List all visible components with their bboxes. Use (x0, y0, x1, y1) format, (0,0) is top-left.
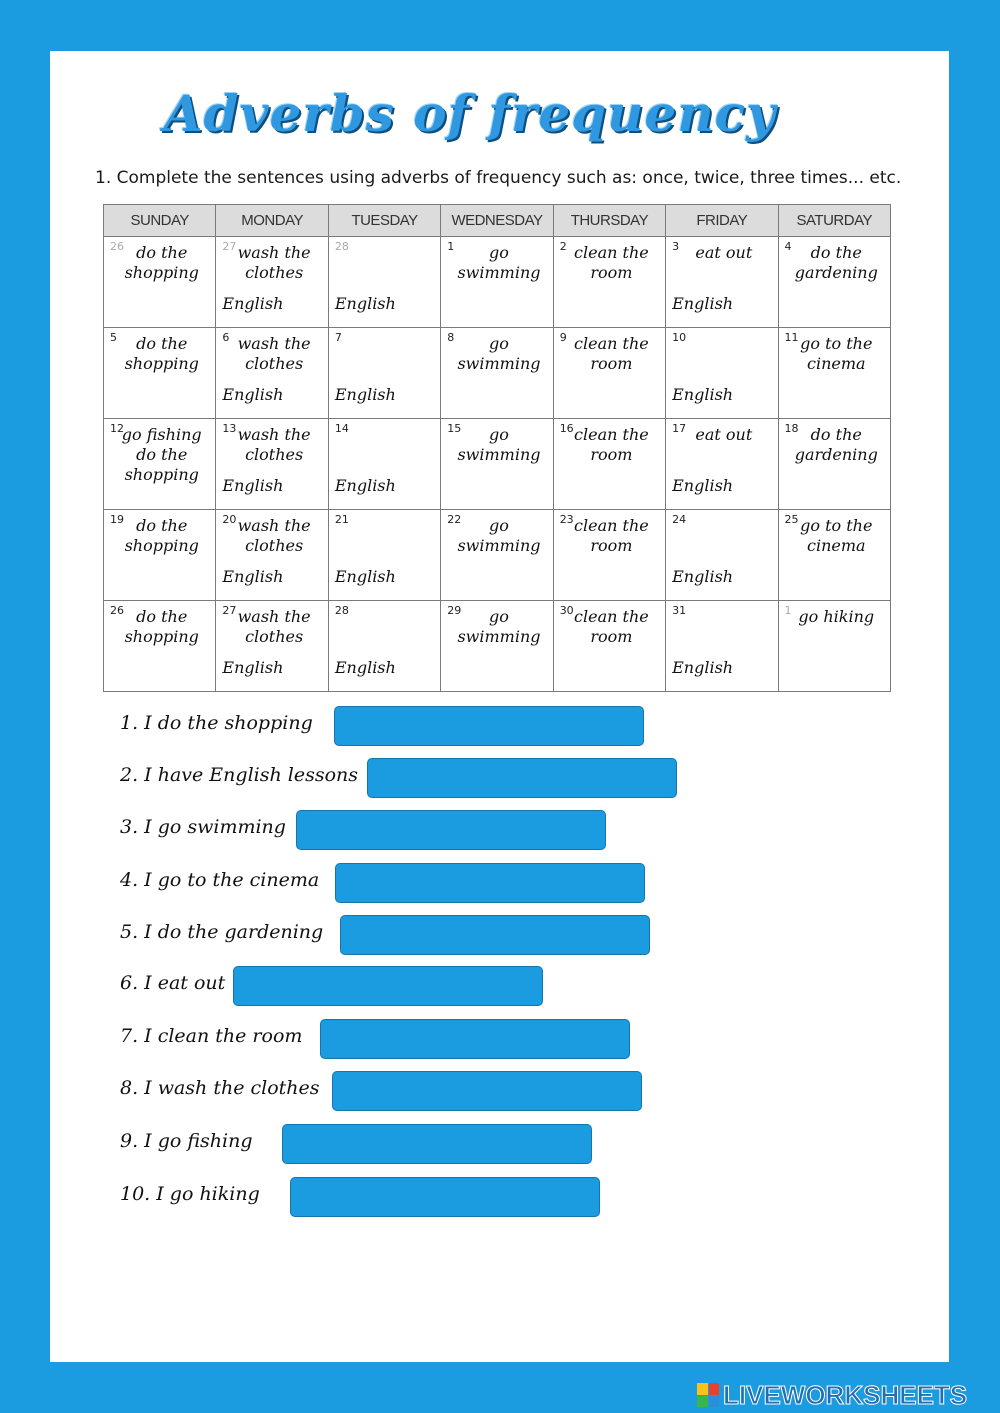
day-number: 26 (110, 240, 124, 253)
day-number: 4 (784, 240, 792, 253)
day-activity: do the gardening (794, 425, 878, 464)
question-label: 3. I go swimming (120, 816, 286, 838)
question-label: 5. I do the gardening (120, 921, 324, 943)
calendar-day-cell (104, 601, 216, 692)
day-activity: wash the clothes (237, 607, 311, 646)
calendar-day-cell (328, 510, 440, 601)
day-activity: clean the room (574, 425, 649, 464)
day-number: 13 (222, 422, 237, 435)
question-label: 1. I do the shopping (120, 712, 313, 734)
calendar-week-row (104, 237, 891, 328)
instruction-text: 1. Complete the sentences using adverbs of frequency such as: once, twice, three times... etc. (95, 168, 902, 188)
day-header-thursday: THURSDAY (553, 205, 665, 237)
day-header-wednesday: WEDNESDAY (441, 205, 553, 237)
calendar-day-cell (104, 510, 216, 601)
worksheet-title: Adverbs of frequency (163, 84, 777, 143)
day-activity: go swimming (457, 607, 541, 646)
day-english-lesson: English (222, 476, 284, 495)
question-label: 4. I go to the cinema (120, 869, 320, 891)
day-header-tuesday: TUESDAY (328, 205, 440, 237)
day-number: 20 (222, 513, 237, 526)
calendar-day-cell (328, 419, 440, 510)
calendar-day-cell (328, 237, 440, 328)
day-number: 30 (559, 604, 574, 617)
calendar-week-row (104, 328, 891, 419)
day-number: 3 (672, 240, 680, 253)
answer-input[interactable] (334, 706, 644, 746)
day-number: 6 (222, 331, 230, 344)
day-number: 9 (559, 331, 567, 344)
day-header-saturday: SATURDAY (778, 205, 890, 237)
day-header-sunday: SUNDAY (104, 205, 216, 237)
day-activity: go swimming (457, 243, 541, 282)
calendar-day-cell (441, 601, 553, 692)
calendar-day-cell (666, 237, 778, 328)
day-number: 24 (672, 513, 687, 526)
calendar-week-row (104, 510, 891, 601)
calendar-day-cell (553, 601, 665, 692)
day-activity: do the shopping (124, 516, 199, 555)
day-english-lesson: English (334, 658, 396, 677)
day-activity: wash the clothes (237, 334, 311, 373)
day-number: 16 (559, 422, 574, 435)
day-activity: wash the clothes (237, 425, 311, 464)
day-activity: go to the cinema (800, 334, 873, 373)
calendar-day-cell (216, 510, 328, 601)
calendar-day-cell (216, 601, 328, 692)
calendar-day-cell (216, 328, 328, 419)
day-number: 17 (672, 422, 687, 435)
page-frame-left (0, 0, 50, 1413)
calendar-day-cell (104, 328, 216, 419)
calendar-week-row (104, 419, 891, 510)
calendar-day-cell (216, 237, 328, 328)
day-number: 19 (110, 513, 124, 526)
day-number: 1 (784, 604, 792, 617)
day-number: 12 (110, 422, 124, 435)
answer-input[interactable] (296, 810, 606, 850)
calendar-day-cell (666, 419, 778, 510)
answer-input[interactable] (282, 1124, 592, 1164)
day-number: 8 (447, 331, 455, 344)
day-number: 27 (222, 604, 237, 617)
day-activity: eat out (695, 425, 753, 444)
question-label: 2. I have English lessons (120, 764, 358, 786)
day-number: 27 (222, 240, 237, 253)
calendar-day-cell (778, 510, 890, 601)
calendar-day-cell (553, 419, 665, 510)
day-number: 2 (559, 240, 567, 253)
day-activity: go to the cinema (800, 516, 873, 555)
day-english-lesson: English (222, 658, 284, 677)
calendar-day-cell (553, 328, 665, 419)
calendar-day-cell (216, 419, 328, 510)
calendar-day-cell (778, 328, 890, 419)
answer-input[interactable] (332, 1071, 642, 1111)
day-activity: go swimming (457, 425, 541, 464)
day-activity: do the shopping (124, 243, 199, 282)
calendar-day-cell (328, 328, 440, 419)
day-english-lesson: English (672, 476, 734, 495)
question-label: 8. I wash the clothes (120, 1077, 320, 1099)
calendar-day-cell (441, 510, 553, 601)
logo-icon (697, 1383, 719, 1407)
calendar-day-cell (104, 419, 216, 510)
day-english-lesson: English (672, 567, 734, 586)
day-number: 23 (559, 513, 574, 526)
calendar-table (103, 204, 891, 692)
calendar-day-cell (666, 510, 778, 601)
day-activity: do the shopping (124, 607, 199, 646)
day-activity: wash the clothes (237, 243, 311, 282)
calendar-day-cell (441, 419, 553, 510)
question-label: 10. I go hiking (120, 1183, 260, 1205)
day-header-friday: FRIDAY (666, 205, 778, 237)
day-number: 1 (447, 240, 455, 253)
liveworksheets-logo (697, 1378, 967, 1412)
logo-text: LIVEWORKSHEETS (723, 1379, 968, 1410)
day-activity: eat out (695, 243, 753, 262)
day-activity: do the shopping (124, 334, 199, 373)
answer-input[interactable] (233, 966, 543, 1006)
day-number: 14 (334, 422, 349, 435)
day-number: 28 (334, 604, 349, 617)
answer-input[interactable] (320, 1019, 630, 1059)
question-label: 9. I go fishing (120, 1130, 253, 1152)
calendar-header-row (104, 205, 891, 237)
day-english-lesson: English (672, 385, 734, 404)
day-number: 29 (447, 604, 462, 617)
calendar-day-cell (104, 237, 216, 328)
calendar-day-cell (553, 237, 665, 328)
day-english-lesson: English (222, 567, 284, 586)
day-activity: clean the room (574, 334, 649, 373)
day-activity: go fishing do the shopping (121, 425, 202, 484)
day-number: 28 (334, 240, 349, 253)
page-frame-top (0, 0, 1000, 51)
calendar-day-cell (666, 601, 778, 692)
calendar-day-cell (778, 237, 890, 328)
day-number: 31 (672, 604, 687, 617)
calendar-day-cell (778, 601, 890, 692)
day-english-lesson: English (334, 476, 396, 495)
day-activity: do the gardening (794, 243, 878, 282)
day-english-lesson: English (222, 385, 284, 404)
question-label: 7. I clean the room (120, 1025, 303, 1047)
page-frame-right (949, 0, 1000, 1413)
answer-input[interactable] (335, 863, 645, 903)
question-label: 6. I eat out (120, 972, 226, 994)
answer-input[interactable] (367, 758, 677, 798)
day-activity: clean the room (574, 243, 649, 282)
day-activity: clean the room (574, 516, 649, 555)
day-english-lesson: English (672, 294, 734, 313)
day-header-monday: MONDAY (216, 205, 328, 237)
day-number: 21 (334, 513, 349, 526)
day-number: 10 (672, 331, 687, 344)
day-number: 26 (110, 604, 124, 617)
day-number: 7 (334, 331, 342, 344)
day-english-lesson: English (334, 294, 396, 313)
calendar-day-cell (441, 328, 553, 419)
day-activity: clean the room (574, 607, 649, 646)
day-activity: go hiking (798, 607, 875, 626)
calendar-week-row (104, 601, 891, 692)
calendar-day-cell (328, 601, 440, 692)
day-english-lesson: English (672, 658, 734, 677)
calendar-day-cell (441, 237, 553, 328)
calendar-day-cell (778, 419, 890, 510)
day-english-lesson: English (334, 567, 396, 586)
day-activity: go swimming (457, 516, 541, 555)
day-number: 5 (110, 331, 117, 344)
day-activity: go swimming (457, 334, 541, 373)
day-number: 18 (784, 422, 799, 435)
day-english-lesson: English (222, 294, 284, 313)
day-number: 11 (784, 331, 799, 344)
day-number: 22 (447, 513, 462, 526)
day-activity: wash the clothes (237, 516, 311, 555)
answer-input[interactable] (290, 1177, 600, 1217)
calendar-day-cell (666, 328, 778, 419)
day-number: 25 (784, 513, 799, 526)
day-number: 15 (447, 422, 462, 435)
day-english-lesson: English (334, 385, 396, 404)
calendar-day-cell (553, 510, 665, 601)
answer-input[interactable] (340, 915, 650, 955)
